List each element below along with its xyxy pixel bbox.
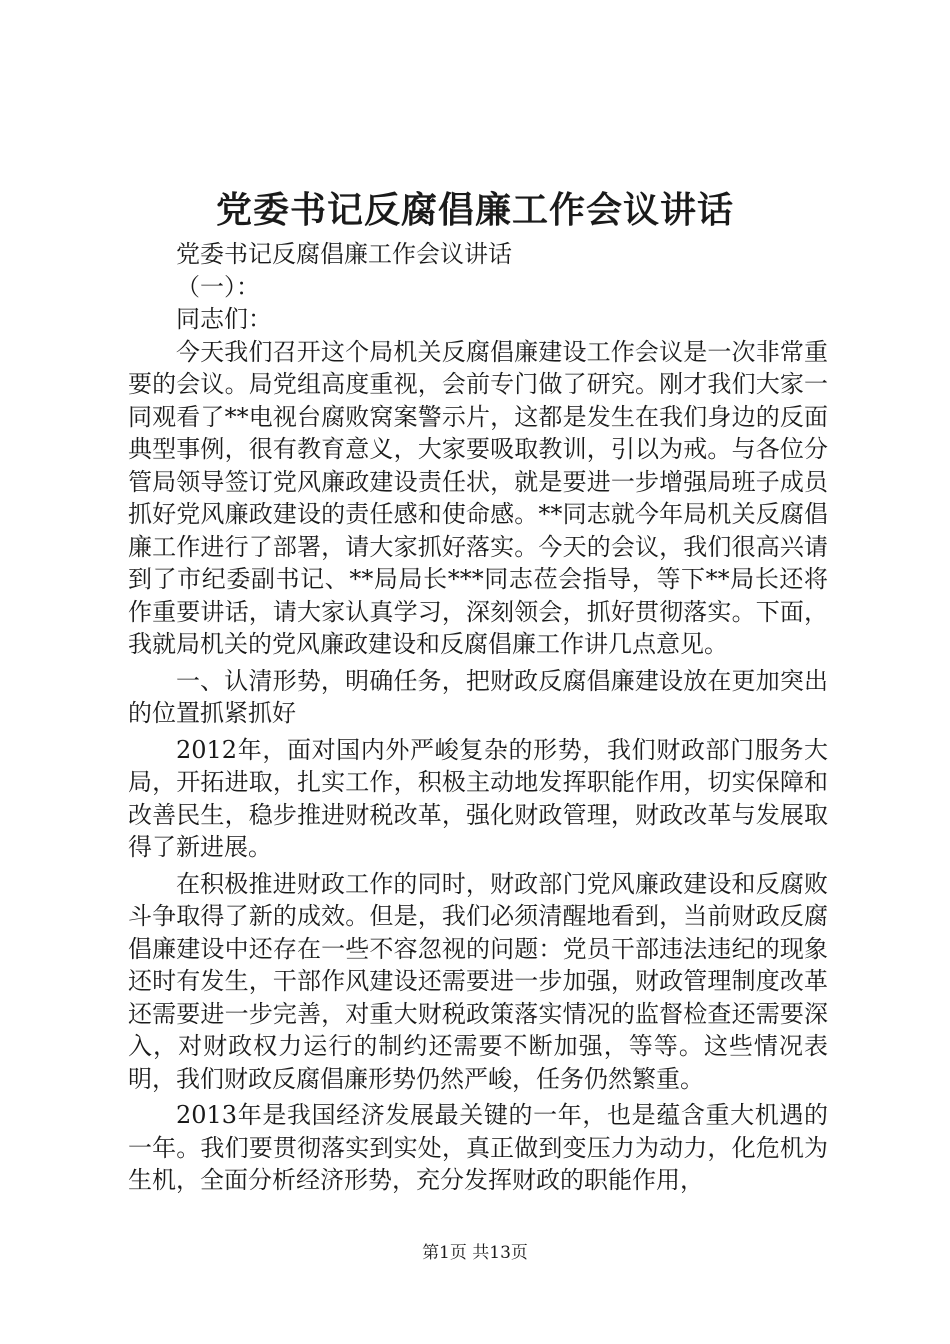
page-number-footer: 第1页 共13页 [422, 1243, 528, 1263]
salutation: 同志们： [176, 305, 272, 333]
body-paragraph: 今天我们召开这个局机关反腐倡廉建设工作会议是一次非常重要的会议。局党组高度重视，会前专门做了研究。刚才我们大家一同观看了**电视台腐败窝案警示片，这都是发生在我们身边的反面典型事例，很有教育意义，大家要吸取教训，引以为戒。与各位分管局领导签订党风廉政建设责任状，就是要进一步增强局班子成员抓好党风廉政建设的责任感和使命感。**同志就今年局机关反腐倡廉工作进行了部署，请大家抓好落实。今天的会议，我们很高兴请到了市纪委副书记、**局局长***同志莅会指导，等下**局长还将作重要讲话，请大家认真学习，深刻领会，抓好贯彻落实。下面，我就局机关的党风廉政建设和反腐倡廉工作讲几点意见。 [128, 337, 828, 658]
document-body [128, 238, 828, 1197]
body-paragraph: 2012年，面对国内外严峻复杂的形势，我们财政部门服务大局，开拓进取，扎实工作，积极主动地发挥职能作用，切实保障和改善民生，稳步推进财税改革，强化财政管理，财政改革与发展取得了新进展。 [128, 735, 828, 861]
subtitle-paragraph: 党委书记反腐倡廉工作会议讲话 [176, 240, 512, 268]
body-paragraph: 2013年是我国经济发展最关键的一年，也是蕴含重大机遇的一年。我们要贯彻落实到实处，真正做到变压力为动力，化危机为生机，全面分析经济形势，充分发挥财政的职能作用， [128, 1101, 828, 1194]
section-heading: 一、认清形势，明确任务，把财政反腐倡廉建设放在更加突出的位置抓紧抓好 [128, 666, 828, 727]
body-paragraph: 在积极推进财政工作的同时，财政部门党风廉政建设和反腐败斗争取得了新的成效。但是，我们必须清醒地看到，当前财政反腐倡廉建设中还存在一些不容忽视的问题：党员干部违法违纪的现象还时有发生，干部作风建设还需要进一步加强，财政管理制度改革还需要进一步完善，对重大财税政策落实情况的监督检查还需要深入，对财政权力运行的制约还需要不断加强，等等。这些情况表明，我们财政反腐倡廉形势仍然严峻，任务仍然繁重。 [128, 869, 828, 1093]
document-title: 党委书记反腐倡廉工作会议讲话 [215, 189, 734, 231]
section-number: （一）： [176, 272, 260, 301]
